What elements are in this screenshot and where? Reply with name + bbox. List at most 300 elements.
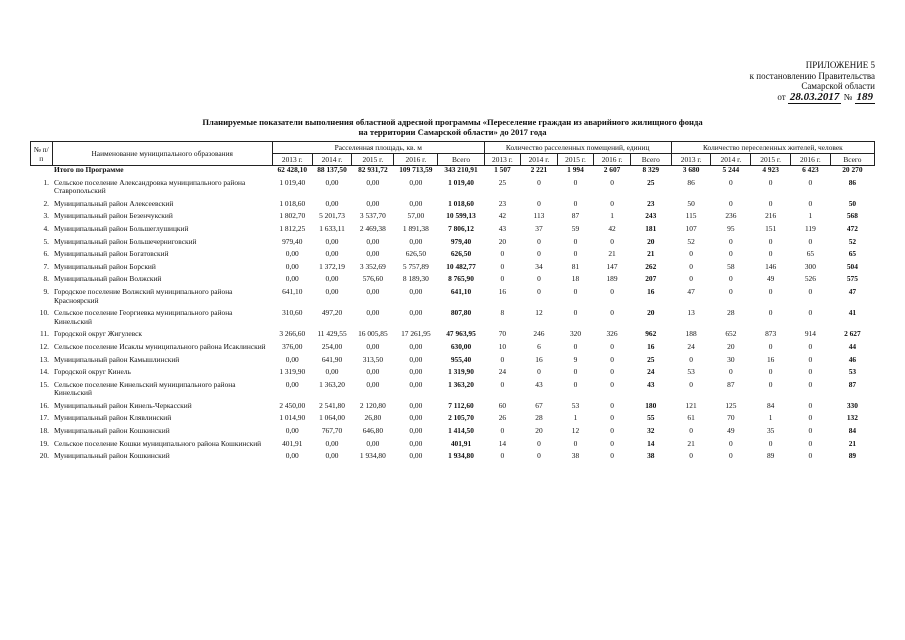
cell-area: 47 963,95 [446,329,476,339]
header-year: 2016 г. [394,154,438,166]
cell-area: 5 201,73 [319,211,345,221]
header-year: 2015 г. [352,154,394,166]
cell-area: 0,00 [285,261,299,271]
cell-rooms: 0 [610,413,614,423]
cell-people: 216 [765,211,777,221]
cell-people: 873 [765,329,777,339]
cell-people: 2 627 [844,329,861,339]
cell-area: 0,00 [325,274,339,284]
cell-rooms: 28 [535,413,543,423]
cell-area: 1 812,25 [279,223,306,233]
cell-rooms: 1 507 [494,165,511,174]
cell-people: 0 [808,451,813,461]
cell-people: 0 [729,198,733,208]
cell-rooms: 20 [647,308,655,318]
table-row-total [31,166,875,175]
cell-rooms: 70 [498,329,507,339]
row-number: 16. [39,400,49,410]
cell-area: 1 934,80 [359,451,386,461]
table-header [31,142,875,166]
cell-area: 401,91 [282,438,303,448]
cell-people: 1 [768,413,773,423]
cell-people: 21 [687,438,695,448]
table-row [31,414,875,423]
table-row [31,238,875,247]
row-name: Муниципальный район Клявлинский [54,413,172,423]
appendix-header [750,60,875,102]
cell-people: 0 [729,274,733,284]
cell-area: 2 120,80 [359,400,386,410]
cell-people: 53 [687,367,695,377]
cell-people: 44 [848,341,857,351]
row-name: Муниципальный район Безенчукский [54,211,173,221]
cell-area: 0,00 [325,177,339,187]
cell-area: 1 363,20 [319,379,345,389]
header-year: 2014 г. [312,154,352,166]
cell-rooms: 113 [533,211,545,221]
cell-rooms: 26 [498,413,507,423]
cell-people: 0 [689,274,693,284]
cell-rooms: 10 [498,341,507,351]
cell-rooms: 0 [500,261,505,271]
header-year: Всего [830,154,874,166]
cell-area: 8 189,30 [402,274,429,284]
cell-people: 125 [725,400,737,410]
appendix-decree-ref: к постановлению Правительства [749,70,875,81]
decree-number: 189 [856,90,873,103]
appendix-date-line [750,92,875,103]
cell-area: 254,00 [321,341,343,351]
cell-rooms: 20 [535,426,543,436]
cell-people: 575 [846,274,858,284]
table-row [31,288,875,305]
cell-rooms: 81 [571,261,580,271]
cell-rooms: 1 [610,211,614,221]
table-body [31,166,875,461]
cell-rooms: 243 [645,211,657,221]
row-name: Сельское поселение Кинельский муниципального района Кинельский [54,379,236,398]
cell-area: 0,00 [285,426,299,436]
cell-people: 504 [846,261,858,271]
cell-area: 376,00 [282,341,303,351]
cell-area: 1 934,80 [448,451,474,461]
cell-people: 87 [727,379,735,389]
cell-rooms: 0 [500,426,505,436]
cell-area: 57,00 [407,211,425,221]
table-row [31,225,875,234]
cell-people: 53 [848,367,857,377]
row-name: Муниципальный район Борский [54,261,156,271]
cell-area: 109 713,59 [399,165,433,174]
cell-area: 0,00 [409,438,423,448]
cell-area: 0,00 [409,426,423,436]
cell-area: 767,70 [321,426,343,436]
cell-people: 65 [848,249,857,259]
date-prefix: от [777,91,786,102]
cell-rooms: 14 [647,438,655,448]
cell-area: 641,10 [450,286,472,296]
row-number: 19. [39,438,49,448]
cell-area: 1 363,20 [448,379,474,389]
cell-rooms: 12 [535,308,543,318]
cell-area: 979,40 [282,236,303,246]
cell-area: 0,00 [285,249,299,259]
row-number: 3. [43,211,49,221]
cell-people: 21 [848,438,857,448]
cell-rooms: 23 [647,198,655,208]
cell-rooms: 53 [571,400,580,410]
cell-people: 0 [808,308,813,318]
cell-area: 10 599,13 [446,211,476,221]
row-number: 12. [39,341,49,351]
cell-rooms: 0 [573,341,578,351]
cell-area: 1 372,19 [319,261,345,271]
cell-area: 16 005,85 [358,329,388,339]
cell-rooms: 0 [610,400,614,410]
cell-people: 20 270 [842,165,863,174]
cell-rooms: 0 [500,451,505,461]
cell-people: 0 [689,451,693,461]
cell-rooms: 43 [498,223,507,233]
appendix-region: Самарской области [801,81,875,91]
row-number: 9. [43,286,49,296]
cell-rooms: 0 [610,379,614,389]
cell-rooms: 25 [647,354,655,364]
row-number: 4. [43,223,49,233]
cell-area: 7 112,60 [448,400,474,410]
cell-rooms: 0 [573,177,578,187]
cell-rooms: 60 [498,400,507,410]
row-name: Сельское поселение Кошки муниципального района Кошкинский [54,438,262,448]
cell-area: 0,00 [409,308,423,318]
document-title [0,118,905,137]
cell-people: 0 [689,354,693,364]
row-number: 5. [43,236,49,246]
cell-rooms: 147 [606,261,618,271]
table-row [31,212,875,221]
header-year: Всего [438,154,484,166]
cell-rooms: 0 [610,426,614,436]
cell-people: 24 [687,341,695,351]
table-row [31,368,875,377]
row-name: Сельское поселение Александровка муниципального района Ставропольский [54,177,246,196]
cell-area: 401,91 [450,438,472,448]
header-year: 2014 г. [521,154,558,166]
header-year: 2016 г. [594,154,631,166]
table-row [31,343,875,352]
cell-area: 3 537,70 [359,211,386,221]
row-number: 11. [40,329,49,339]
cell-rooms: 37 [535,223,543,233]
cell-people: 0 [768,367,773,377]
header-area: Расселенная площадь, кв. м [272,142,484,154]
cell-people: 0 [808,236,813,246]
cell-people: 87 [848,379,857,389]
cell-area: 630,00 [450,341,472,351]
cell-area: 11 429,55 [317,329,347,339]
cell-area: 0,00 [325,451,339,461]
cell-people: 52 [687,236,695,246]
cell-people: 0 [768,198,773,208]
cell-people: 0 [729,438,733,448]
cell-people: 89 [848,451,857,461]
cell-area: 2 541,80 [319,400,345,410]
cell-area: 1 064,00 [319,413,345,423]
cell-rooms: 20 [498,236,507,246]
cell-area: 0,00 [409,177,423,187]
cell-rooms: 0 [537,249,541,259]
cell-people: 0 [729,236,733,246]
cell-rooms: 87 [571,211,580,221]
cell-people: 50 [848,198,857,208]
cell-people: 46 [848,354,857,364]
cell-people: 0 [689,426,693,436]
cell-rooms: 0 [610,177,614,187]
cell-area: 0,00 [409,400,423,410]
row-number: 10. [39,308,49,318]
row-number: 1. [43,177,49,187]
header-year: Всего [630,154,671,166]
cell-people: 0 [768,379,773,389]
cell-area: 497,20 [321,308,343,318]
cell-area: 0,00 [409,413,423,423]
cell-people: 146 [765,261,777,271]
row-number: 8. [43,274,49,284]
header-name: Наименование муниципального образования [52,142,272,166]
cell-area: 2 469,38 [359,223,386,233]
cell-area: 2 105,70 [448,413,474,423]
cell-area: 0,00 [366,198,380,208]
cell-area: 0,00 [325,198,339,208]
cell-people: 0 [768,249,773,259]
cell-area: 343 210,91 [444,165,478,174]
table-row [31,200,875,209]
header-rooms: Количество расселенных помещений, единиц [484,142,671,154]
cell-area: 0,00 [325,236,339,246]
appendix-label: ПРИЛОЖЕНИЕ 5 [805,60,875,70]
cell-area: 62 428,10 [277,165,308,174]
cell-rooms: 24 [647,367,655,377]
cell-people: 0 [808,286,813,296]
cell-area: 1 802,70 [279,211,306,221]
cell-people: 115 [685,211,697,221]
cell-people: 35 [766,426,775,436]
cell-people: 4 923 [762,165,779,174]
cell-people: 47 [687,286,695,296]
cell-people: 89 [766,451,775,461]
cell-people: 86 [848,177,857,187]
cell-rooms: 0 [573,379,578,389]
cell-area: 0,00 [409,341,423,351]
row-number: 2. [43,198,49,208]
cell-area: 0,00 [409,354,423,364]
cell-rooms: 32 [647,426,655,436]
table-row [31,427,875,436]
cell-rooms: 962 [645,329,657,339]
cell-area: 5 757,89 [402,261,429,271]
cell-people: 41 [848,308,857,318]
cell-people: 47 [848,286,857,296]
cell-people: 0 [808,341,813,351]
cell-people: 0 [689,379,693,389]
cell-people: 0 [808,354,813,364]
row-name: Муниципальный район Кошкинский [54,451,170,461]
cell-people: 0 [729,177,733,187]
cell-people: 0 [768,438,773,448]
cell-rooms: 42 [498,211,507,221]
cell-rooms: 0 [537,438,541,448]
cell-area: 0,00 [409,198,423,208]
row-name: Муниципальный район Волжский [54,274,162,284]
cell-rooms: 18 [571,274,580,284]
cell-rooms: 0 [537,198,541,208]
row-name: Муниципальный район Кошкинский [54,426,170,436]
cell-rooms: 14 [498,438,507,448]
header-year: 2014 г. [711,154,751,166]
title-line-2: на территории Самарской области» до 2017 года [358,126,547,137]
table-row [31,309,875,326]
cell-area: 3 352,69 [359,261,386,271]
table-row [31,179,875,196]
cell-rooms: 0 [537,451,541,461]
cell-rooms: 0 [500,354,505,364]
header-year: 2013 г. [484,154,521,166]
cell-rooms: 0 [573,286,578,296]
cell-people: 3 680 [682,165,700,174]
cell-area: 82 931,72 [358,165,388,174]
cell-rooms: 320 [569,329,582,339]
cell-area: 2 450,00 [279,400,306,410]
row-number: 7. [43,261,49,271]
cell-area: 1 019,40 [279,177,306,187]
cell-rooms: 0 [537,367,541,377]
cell-people: 0 [729,249,733,259]
cell-people: 0 [808,379,813,389]
table-row [31,330,875,339]
cell-area: 1 319,90 [279,367,306,377]
cell-area: 1 891,38 [402,223,429,233]
cell-rooms: 43 [535,379,543,389]
cell-area: 3 266,60 [279,329,306,339]
row-number: 18. [39,426,49,436]
row-name: Итого по Программе [54,165,124,174]
cell-people: 236 [725,211,737,221]
cell-people: 65 [806,249,815,259]
cell-area: 626,50 [450,249,472,259]
cell-area: 0,00 [366,236,380,246]
cell-people: 0 [808,367,813,377]
row-name: Городское поселение Волжский муниципального района Красноярский [54,286,233,305]
table-row [31,381,875,398]
cell-area: 1 018,60 [279,198,306,208]
cell-people: 50 [687,198,695,208]
cell-people: 16 [766,354,775,364]
table-row [31,440,875,449]
cell-rooms: 0 [500,274,505,284]
cell-area: 0,00 [285,379,299,389]
cell-area: 641,10 [282,286,303,296]
cell-rooms: 0 [537,177,541,187]
cell-rooms: 189 [606,274,618,284]
cell-area: 310,60 [282,308,303,318]
cell-rooms: 23 [498,198,507,208]
table-row [31,275,875,284]
cell-rooms: 0 [610,451,614,461]
header-num: № п/п [31,142,53,166]
cell-people: 652 [725,329,737,339]
cell-area: 1 319,90 [448,367,474,377]
cell-rooms: 246 [533,329,545,339]
row-number: 17. [39,413,49,423]
cell-rooms: 0 [610,236,614,246]
table-row [31,452,875,461]
cell-rooms: 0 [573,198,578,208]
row-name: Сельское поселение Георгиевка муниципального района Кинельский [54,308,233,326]
header-year: 2013 г. [272,154,312,166]
cell-rooms: 16 [498,286,507,296]
table-row [31,263,875,272]
cell-people: 300 [804,261,816,271]
cell-area: 0,00 [366,341,380,351]
cell-area: 10 482,77 [446,261,476,271]
cell-people: 914 [804,329,816,339]
title-line-1: Планируемые показатели выполнения областной адресной программы «Переселение граждан из аварийного жилищного фонда [202,117,703,127]
cell-people: 0 [808,438,813,448]
cell-rooms: 1 [573,413,578,423]
row-name: Городской округ Кинель [54,367,131,377]
cell-area: 0,00 [366,367,380,377]
cell-rooms: 55 [647,413,655,423]
table-row [31,402,875,411]
cell-people: 0 [808,177,813,187]
cell-rooms: 0 [573,236,578,246]
cell-people: 6 423 [802,165,819,174]
cell-people: 95 [727,223,735,233]
cell-people: 107 [685,223,697,233]
cell-area: 0,00 [366,177,380,187]
cell-people: 0 [808,426,813,436]
cell-rooms: 0 [573,438,578,448]
cell-rooms: 20 [647,236,655,246]
cell-area: 0,00 [366,379,380,389]
cell-people: 472 [846,223,858,233]
cell-people: 86 [687,177,695,187]
cell-people: 132 [846,413,858,423]
cell-rooms: 38 [571,451,580,461]
cell-people: 28 [727,308,735,318]
decree-date: 28.03.2017 [789,90,840,103]
cell-rooms: 0 [610,286,614,296]
cell-area: 641,90 [321,354,343,364]
cell-area: 0,00 [366,308,380,318]
row-name: Муниципальный район Камышлинский [54,354,180,364]
header-year: 2016 г. [791,154,831,166]
cell-rooms: 8 [500,308,505,318]
cell-rooms: 16 [535,354,543,364]
cell-area: 1 633,11 [319,223,345,233]
cell-rooms: 25 [647,177,655,187]
cell-rooms: 9 [573,354,578,364]
header-year: 2015 г. [557,154,594,166]
cell-area: 979,40 [450,236,472,246]
cell-people: 526 [804,274,816,284]
cell-rooms: 16 [647,341,655,351]
cell-people: 188 [685,329,697,339]
cell-people: 84 [766,400,775,410]
cell-rooms: 180 [645,400,657,410]
cell-people: 0 [768,236,773,246]
cell-people: 30 [727,354,735,364]
